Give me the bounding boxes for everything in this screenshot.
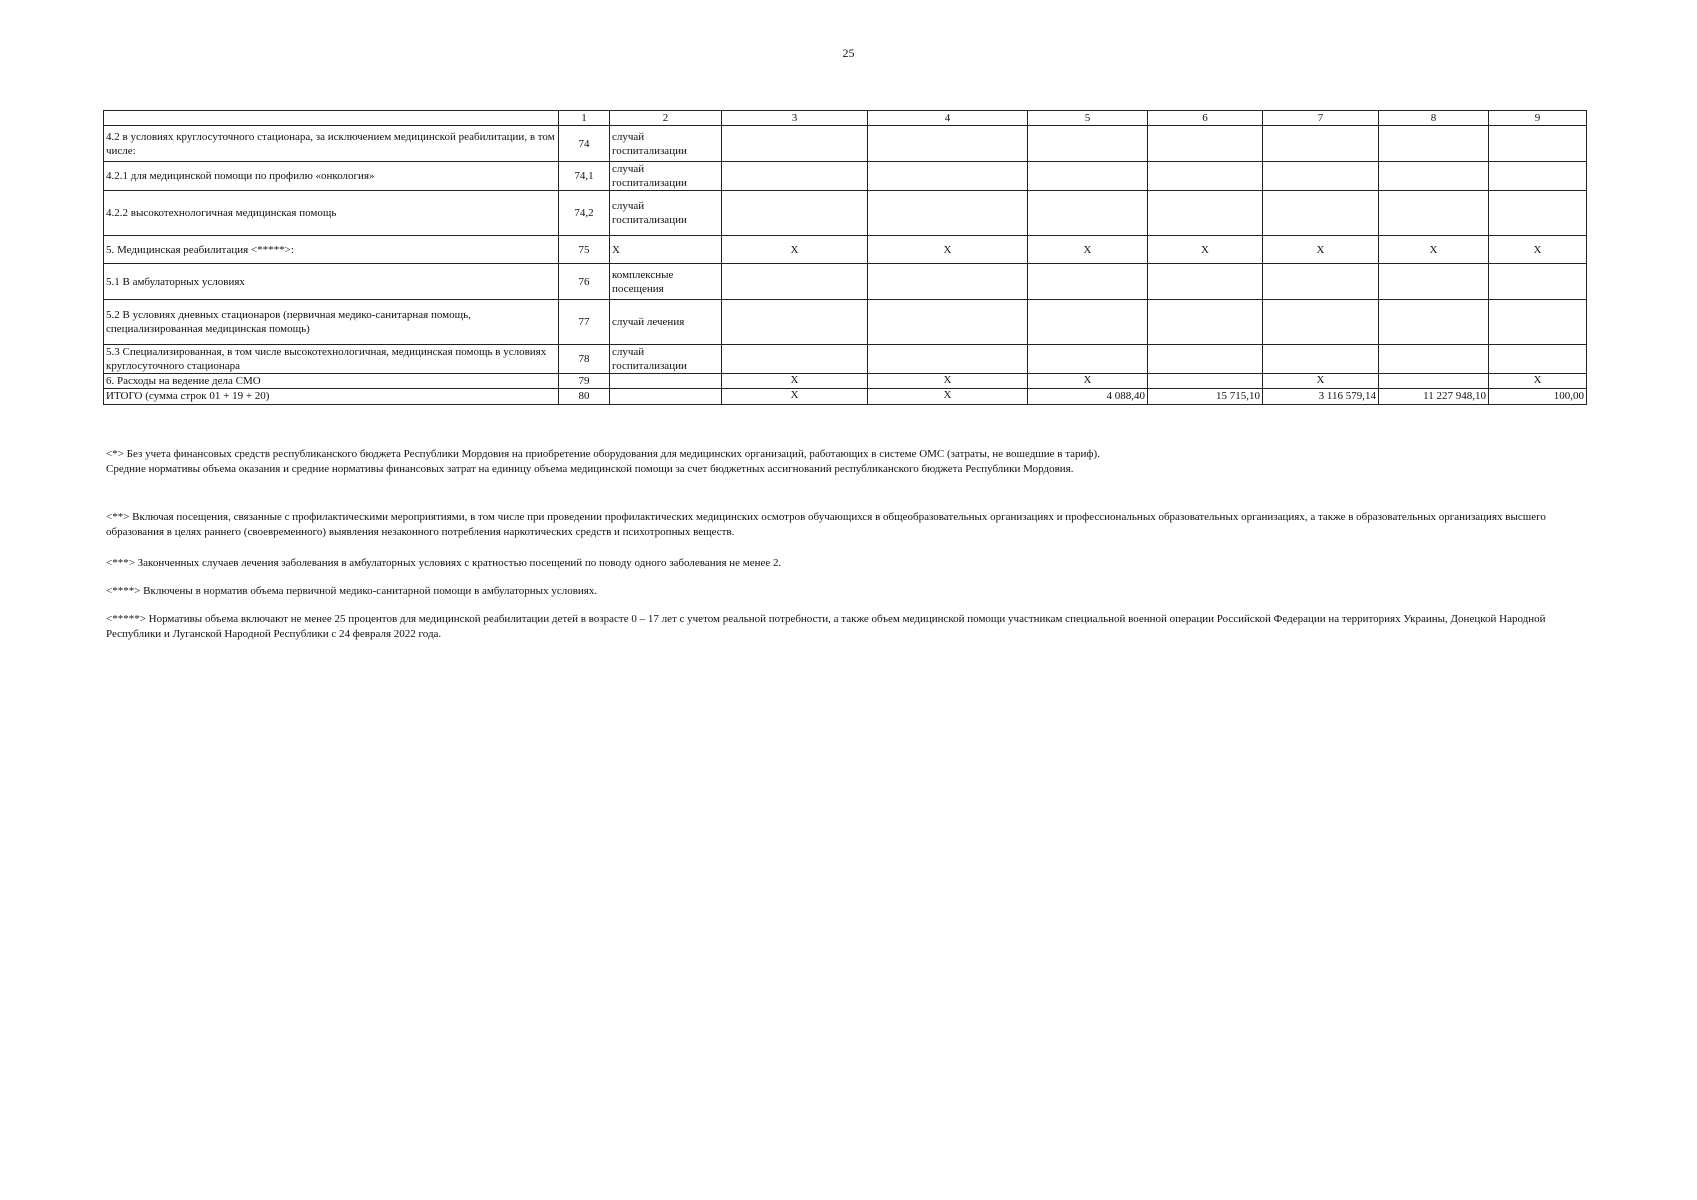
row-cell [868,126,1028,162]
row-cell [868,162,1028,191]
header-cell: 4 [868,111,1028,126]
table-row [104,345,1587,374]
row-unit: случай госпитализации [610,126,722,162]
row-name: 5. Медицинская реабилитация <*****>: [104,236,559,264]
header-cell: 7 [1263,111,1379,126]
row-cell [1148,264,1263,300]
row-cell [1148,162,1263,191]
row-cell: 15 715,10 [1148,389,1263,405]
page-number: 25 [842,46,855,60]
row-cell [1379,345,1489,374]
row-cell [868,191,1028,236]
row-cell: X [1489,236,1587,264]
row-name: 5.3 Специализированная, в том числе высокотехнологичная, медицинская помощь в условиях круглосуточного стационара [104,345,559,374]
row-code: 80 [559,389,610,405]
row-cell [722,126,868,162]
row-name: 4.2 в условиях круглосуточного стационара, за исключением медицинской реабилитации, в том числе: [104,126,559,162]
header-cell: 8 [1379,111,1489,126]
row-cell [722,345,868,374]
row-name: 5.1 В амбулаторных условиях [104,264,559,300]
row-cell [1028,264,1148,300]
table-row [104,300,1587,345]
row-cell: X [1028,236,1148,264]
row-cell [1379,374,1489,389]
row-cell: X [1489,374,1587,389]
row-cell [1379,191,1489,236]
table-row [104,162,1587,191]
row-cell [722,191,868,236]
row-cell [1379,162,1489,191]
row-cell [1489,264,1587,300]
row-unit: случай госпитализации [610,162,722,191]
row-cell: 11 227 948,10 [1379,389,1489,405]
header-cell: 3 [722,111,868,126]
row-code: 74 [559,126,610,162]
row-code: 74,1 [559,162,610,191]
row-cell [1489,300,1587,345]
row-code: 74,2 [559,191,610,236]
row-cell: X [1028,374,1148,389]
row-cell [1148,345,1263,374]
header-cell: 6 [1148,111,1263,126]
row-code: 79 [559,374,610,389]
row-code: 77 [559,300,610,345]
row-code: 78 [559,345,610,374]
row-cell: X [722,236,868,264]
footnote-2: <**> Включая посещения, связанные с профилактическими мероприятиями, в том числе при проведении профилактических медицинских осмотров обучающихся в общеобразовательных организациях и профессиональных образовательных организациях, а также в образовательных организациях высшего образования в целях раннего (своевременного) выявления незаконного потребления наркотических средств и психотропных веществ. [106,511,1546,538]
row-name: 4.2.2 высокотехнологичная медицинская помощь [104,191,559,236]
row-unit [610,374,722,389]
footnote-1: <*> Без учета финансовых средств республиканского бюджета Республики Мордовия на приобретение оборудования для медицинских организаций, работающих в системе ОМС (затраты, не вошедшие в тариф). [106,448,1100,460]
row-cell [1489,126,1587,162]
row-cell [1379,264,1489,300]
footnote-3: <***> Законченных случаев лечения заболевания в амбулаторных условиях с кратностью посещений по поводу одного заболевания не менее 2. [106,557,782,569]
row-cell: X [722,374,868,389]
row-cell [1028,191,1148,236]
row-cell [1263,264,1379,300]
row-cell [1489,162,1587,191]
row-name: 4.2.1 для медицинской помощи по профилю «онкология» [104,162,559,191]
row-cell [868,300,1028,345]
row-unit: случай госпитализации [610,345,722,374]
row-cell [1028,126,1148,162]
table-row-total [104,389,1587,405]
row-code: 76 [559,264,610,300]
row-cell [722,162,868,191]
table-row [104,236,1587,264]
row-cell: 100,00 [1489,389,1587,405]
row-cell: X [1263,236,1379,264]
row-cell [1379,300,1489,345]
table-row [104,191,1587,236]
row-unit: случай лечения [610,300,722,345]
row-unit: случай госпитализации [610,191,722,236]
row-cell [1263,300,1379,345]
header-cell [104,111,559,126]
row-cell: 3 116 579,14 [1263,389,1379,405]
row-unit: комплексные посещения [610,264,722,300]
row-cell: X [1379,236,1489,264]
row-name: 6. Расходы на ведение дела СМО [104,374,559,389]
header-cell: 1 [559,111,610,126]
row-code: 75 [559,236,610,264]
table-row [104,264,1587,300]
norms-table [103,110,1587,405]
row-cell [1028,300,1148,345]
row-unit [610,389,722,405]
row-cell [1263,126,1379,162]
row-unit: X [610,236,722,264]
row-cell: X [868,389,1028,405]
table-row [104,374,1587,389]
row-cell [1263,345,1379,374]
row-cell [868,264,1028,300]
row-cell: 4 088,40 [1028,389,1148,405]
footnote-5: <*****> Нормативы объема включают не менее 25 процентов для медицинской реабилитации детей в возрасте 0 – 17 лет с учетом реальной потребности, а также объем медицинской помощи участникам специальной военной операции Российской Федерации на территориях Украины, Донецкой Народной Республики и Луганской Народной Республики с 24 февраля 2022 года. [106,613,1546,640]
table-row [104,126,1587,162]
row-cell [1489,345,1587,374]
row-cell [722,264,868,300]
footnotes [106,447,1596,642]
row-cell: X [1263,374,1379,389]
row-cell: X [722,389,868,405]
norms-table-container [103,110,1587,405]
row-cell [722,300,868,345]
header-cell: 2 [610,111,722,126]
row-cell: X [1148,236,1263,264]
header-cell: 5 [1028,111,1148,126]
row-cell [1263,162,1379,191]
row-cell: X [868,236,1028,264]
row-cell [1489,191,1587,236]
row-cell: X [868,374,1028,389]
row-cell [868,345,1028,374]
row-cell [1028,345,1148,374]
table-header-row [104,111,1587,126]
row-cell [1148,191,1263,236]
row-cell [1148,300,1263,345]
header-cell: 9 [1489,111,1587,126]
row-cell [1263,191,1379,236]
row-name: ИТОГО (сумма строк 01 + 19 + 20) [104,389,559,405]
row-cell [1148,374,1263,389]
footnote-1-continued: Средние нормативы объема оказания и средние нормативы финансовых затрат на единицу объема медицинской помощи за счет бюджетных ассигнований республиканского бюджета Республики Мордовия. [106,463,1074,475]
row-cell [1148,126,1263,162]
row-cell [1028,162,1148,191]
row-name: 5.2 В условиях дневных стационаров (первичная медико-санитарная помощь, специализированная медицинская помощь) [104,300,559,345]
footnote-4: <****> Включены в норматив объема первичной медико-санитарной помощи в амбулаторных условиях. [106,585,598,597]
row-cell [1379,126,1489,162]
